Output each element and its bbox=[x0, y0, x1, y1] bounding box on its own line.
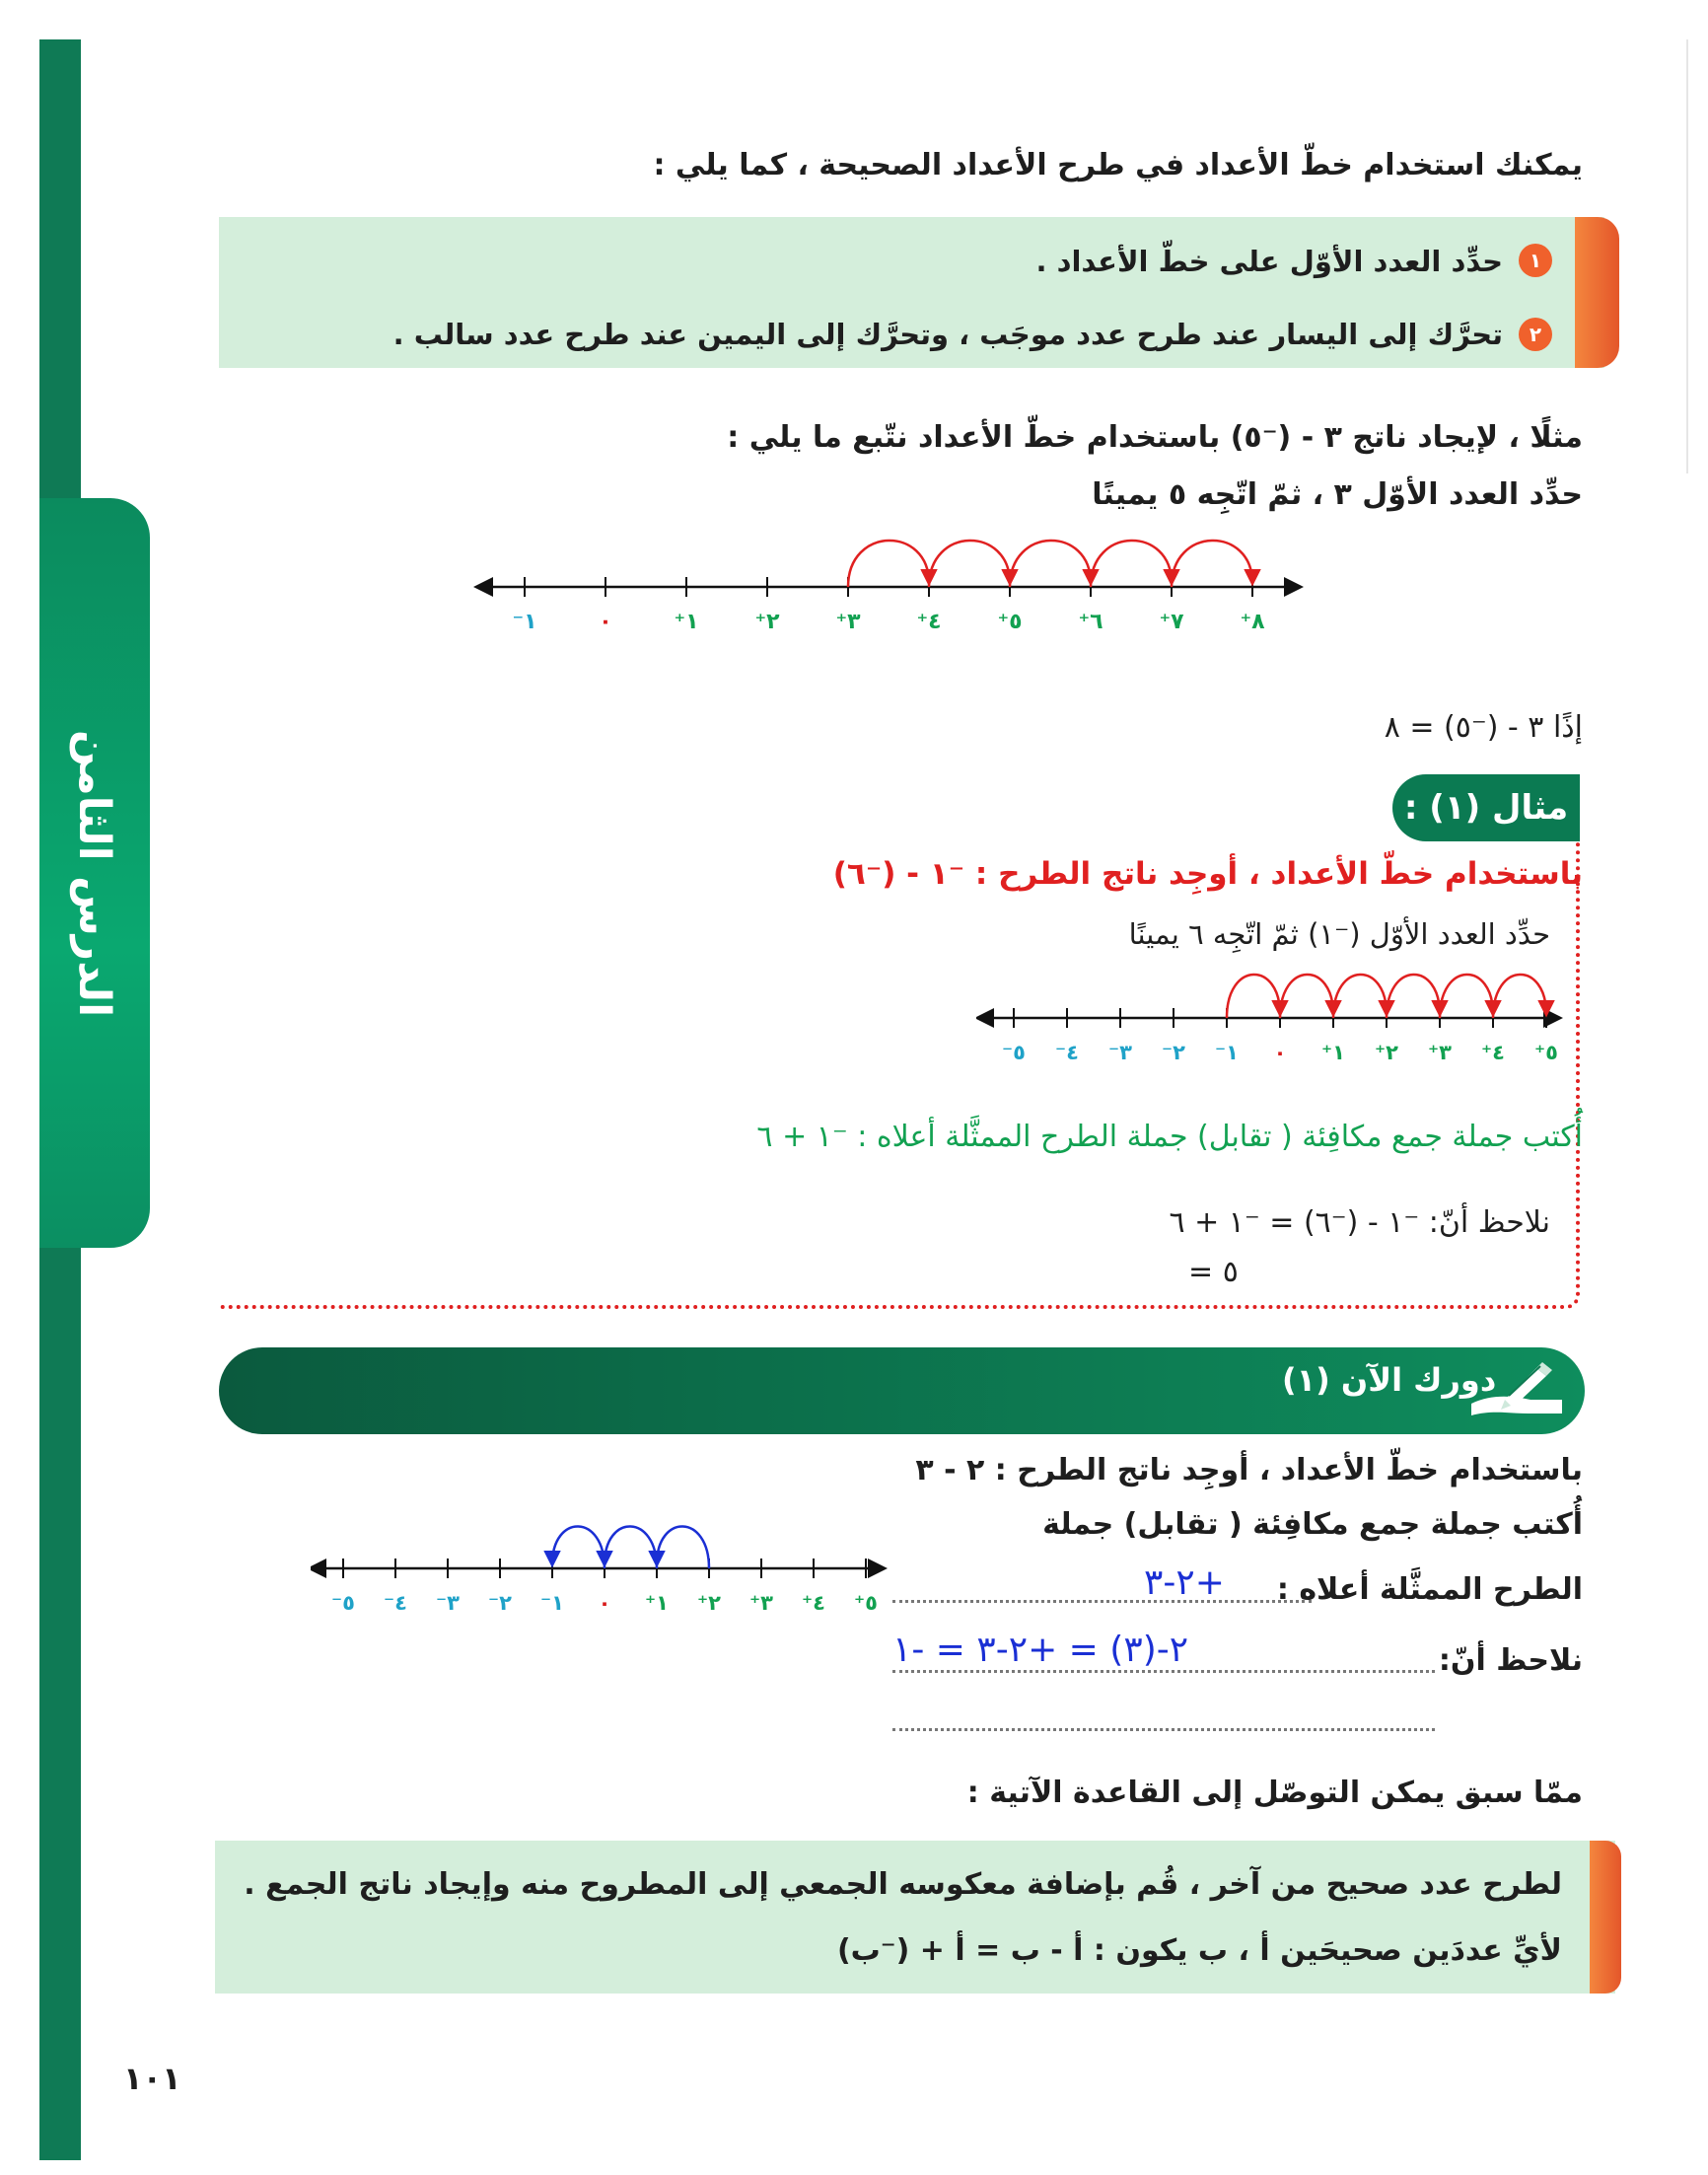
rule-box bbox=[215, 1841, 1615, 1994]
example-1-question: باستخدام خطّ الأعداد ، أوجِد ناتج الطرح : ⁻١ - (⁻٦) bbox=[832, 856, 1583, 892]
intro-label: ⁺٨ bbox=[1240, 610, 1265, 634]
intro-number-line bbox=[473, 513, 1321, 651]
handwritten-answer-2: ٢-(٣) = +٢-٣ = -١ bbox=[892, 1630, 1189, 1670]
your-turn-notice-label: نلاحظ أنّ: bbox=[1438, 1643, 1583, 1678]
intro-label: ⁺٤ bbox=[916, 610, 942, 634]
example-1-equivalent: أُكتب جملة جمع مكافِئة ( تقابل) جملة الطرح الممثَّلة أعلاه : ⁻١ + ٦ bbox=[756, 1120, 1583, 1154]
rule-box-accent bbox=[1590, 1841, 1621, 1994]
step-2-text: تحرَّك إلى اليسار عند طرح عدد موجَب ، وتحرَّك إلى اليمين عند طرح عدد سالب . bbox=[392, 318, 1503, 351]
intro-label: ٠ bbox=[599, 610, 612, 634]
rule-line-2: لأيِّ عددَين صحيحَين أ ، ب يكون : أ - ب = أ + (⁻ب) bbox=[836, 1933, 1562, 1968]
intro-hop-arc bbox=[1172, 541, 1252, 587]
rule-line-1: لطرح عدد صحيح من آخر ، قُم بإضافة معكوسه الجمعي إلى المطروح منه وإيجاد ناتج الجمع . bbox=[244, 1867, 1562, 1902]
intro-label: ⁺٥ bbox=[997, 610, 1023, 634]
turn-label: ⁺٥ bbox=[854, 1591, 878, 1615]
intro-hop-arc bbox=[848, 541, 929, 587]
intro-hop-arc bbox=[1091, 541, 1172, 587]
ex1-label: ⁺٤ bbox=[1481, 1041, 1505, 1064]
intro-example-line1: مثلًا ، لإيجاد ناتج ٣ - (⁻٥) باستخدام خطّ الأعداد نتّبع ما يلي : bbox=[727, 420, 1583, 455]
step-1-text: حدِّد العدد الأوّل على خطّ الأعداد . bbox=[1035, 245, 1503, 278]
turn-hop-arc bbox=[657, 1526, 709, 1568]
page-number: ١٠١ bbox=[123, 2060, 181, 2097]
turn-label: ⁺٢ bbox=[697, 1591, 721, 1615]
ex1-label: ⁺٢ bbox=[1375, 1041, 1398, 1064]
your-turn-equivalent-line2: الطرح الممثَّلة أعلاه : bbox=[1276, 1572, 1583, 1607]
intro-example-conclusion: إذًا ٣ - (⁻٥) = ٨ bbox=[1384, 710, 1583, 745]
your-turn-number-line bbox=[311, 1509, 892, 1628]
intro-text: يمكنك استخدام خطّ الأعداد في طرح الأعداد الصحيحة ، كما يلي : bbox=[653, 148, 1583, 182]
example-1-result: = ٥ bbox=[1188, 1255, 1239, 1289]
ex1-label: ⁻٤ bbox=[1055, 1041, 1079, 1064]
example-1-number-line bbox=[976, 947, 1578, 1075]
ex1-label: ⁻٣ bbox=[1108, 1041, 1132, 1064]
step-2-badge: ٢ bbox=[1519, 318, 1552, 351]
ex1-label: ⁻٥ bbox=[1002, 1041, 1026, 1064]
ex1-hop-arc bbox=[1333, 975, 1387, 1018]
turn-label: ⁺٣ bbox=[749, 1591, 773, 1615]
ex1-label: ٠ bbox=[1273, 1041, 1287, 1064]
turn-label: ⁻٥ bbox=[331, 1591, 355, 1615]
turn-label: ⁻١ bbox=[540, 1591, 564, 1615]
turn-label: ⁺٤ bbox=[802, 1591, 825, 1615]
answer-line-2[interactable] bbox=[892, 1670, 1435, 1673]
ex1-label: ⁺٥ bbox=[1534, 1041, 1558, 1064]
step-1-badge: ١ bbox=[1519, 244, 1552, 277]
rule-intro: ممّا سبق يمكن التوصّل إلى القاعدة الآتية : bbox=[966, 1776, 1583, 1810]
intro-hop-arc bbox=[929, 541, 1010, 587]
ex1-label: ⁻٢ bbox=[1162, 1041, 1185, 1064]
intro-label: ⁺١ bbox=[674, 610, 699, 634]
steps-box-accent bbox=[1575, 217, 1619, 368]
ex1-hop-arc bbox=[1280, 975, 1333, 1018]
intro-label: ⁺٢ bbox=[754, 610, 780, 634]
intro-example-line2: حدِّد العدد الأوّل ٣ ، ثمّ اتّجِه ٥ يمينًا bbox=[1092, 477, 1583, 512]
lesson-side-title: الدرس الثامن bbox=[69, 729, 120, 1017]
turn-label: ⁻٣ bbox=[436, 1591, 460, 1615]
ex1-hop-arc bbox=[1227, 975, 1280, 1018]
intro-label: ⁺٣ bbox=[835, 610, 861, 634]
intro-label: ⁺٦ bbox=[1078, 610, 1103, 634]
handwritten-answer-1: +٢-٣ bbox=[1144, 1562, 1225, 1603]
ex1-hop-arc bbox=[1387, 975, 1440, 1018]
turn-label: ٠ bbox=[598, 1591, 611, 1615]
example-1-step: حدِّد العدد الأوّل (⁻١) ثمّ اتّجِه ٦ يمينًا bbox=[1128, 917, 1550, 951]
turn-hop-arc bbox=[605, 1526, 657, 1568]
ex1-label: ⁺٣ bbox=[1428, 1041, 1452, 1064]
example-1-notice: نلاحظ أنّ: ⁻١ - (⁻٦) = ⁻١ + ٦ bbox=[1169, 1205, 1550, 1240]
ex1-label: ⁻١ bbox=[1215, 1041, 1239, 1064]
ex1-hop-arc bbox=[1493, 975, 1546, 1018]
intro-label: ⁻١ bbox=[512, 610, 537, 634]
intro-hop-arc bbox=[1010, 541, 1091, 587]
your-turn-title: دورك الآن (١) bbox=[1282, 1361, 1497, 1399]
your-turn-question: باستخدام خطّ الأعداد ، أوجِد ناتج الطرح : ٢ - ٣ bbox=[915, 1453, 1583, 1487]
answer-line-1[interactable] bbox=[892, 1600, 1312, 1603]
answer-line-3[interactable] bbox=[892, 1728, 1435, 1731]
turn-label: ⁻٤ bbox=[384, 1591, 407, 1615]
turn-hop-arc bbox=[552, 1526, 605, 1568]
page-edge-line bbox=[1686, 39, 1688, 473]
example-1-label: مثال (١) : bbox=[1392, 774, 1580, 841]
turn-label: ⁻٢ bbox=[488, 1591, 512, 1615]
your-turn-equivalent-line1: أُكتب جملة جمع مكافِئة ( تقابل) جملة bbox=[1042, 1507, 1583, 1542]
intro-label: ⁺٧ bbox=[1159, 610, 1184, 634]
ex1-label: ⁺١ bbox=[1321, 1041, 1345, 1064]
ex1-hop-arc bbox=[1440, 975, 1493, 1018]
turn-label: ⁺١ bbox=[645, 1591, 669, 1615]
